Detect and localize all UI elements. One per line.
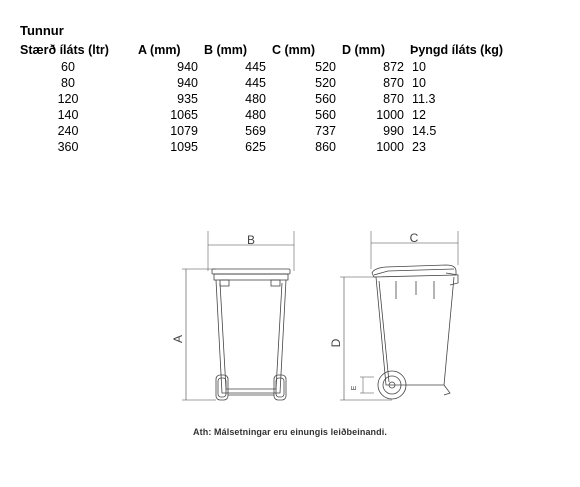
page-title: Tunnur bbox=[20, 23, 64, 38]
dim-label-a: A bbox=[171, 334, 185, 344]
cell-a: 940 bbox=[177, 60, 198, 74]
header-b: B (mm) bbox=[204, 43, 248, 57]
table-row bbox=[20, 91, 520, 107]
cell-weight: 10 bbox=[412, 60, 426, 74]
bin-drawing-svg bbox=[160, 225, 470, 415]
cell-d: 870 bbox=[383, 76, 404, 90]
disclaimer-note: Ath: Málsetningar eru einungis leiðbeinandi. bbox=[193, 427, 387, 437]
side-view bbox=[340, 231, 458, 400]
cell-c: 520 bbox=[315, 76, 336, 90]
table-row bbox=[20, 75, 520, 91]
cell-weight: 11.3 bbox=[412, 92, 436, 106]
table-header-row bbox=[20, 41, 520, 59]
cell-weight: 12 bbox=[412, 108, 426, 122]
cell-b: 445 bbox=[245, 60, 266, 74]
table-row bbox=[20, 107, 520, 123]
cell-c: 520 bbox=[315, 60, 336, 74]
cell-c: 560 bbox=[315, 92, 336, 106]
cell-b: 625 bbox=[245, 140, 266, 154]
cell-a: 1079 bbox=[170, 124, 198, 138]
cell-c: 737 bbox=[315, 124, 336, 138]
cell-d: 990 bbox=[383, 124, 404, 138]
cell-size: 360 bbox=[57, 140, 79, 154]
cell-c: 560 bbox=[315, 108, 336, 122]
cell-d: 872 bbox=[383, 60, 404, 74]
cell-weight: 14.5 bbox=[412, 124, 437, 138]
header-c: C (mm) bbox=[272, 43, 316, 57]
cell-b: 445 bbox=[245, 76, 266, 90]
dim-label-e: E bbox=[351, 385, 358, 391]
cell-weight: 10 bbox=[412, 76, 426, 90]
cell-size: 140 bbox=[57, 108, 79, 122]
cell-d: 1000 bbox=[376, 140, 404, 154]
cell-a: 1065 bbox=[170, 108, 198, 122]
cell-a: 1095 bbox=[170, 140, 198, 154]
cell-d: 1000 bbox=[376, 108, 404, 122]
bin-size-table bbox=[20, 41, 520, 155]
cell-size: 80 bbox=[61, 76, 75, 90]
cell-weight: 23 bbox=[412, 140, 426, 154]
cell-b: 480 bbox=[245, 92, 266, 106]
cell-b: 569 bbox=[245, 124, 266, 138]
front-view bbox=[182, 231, 294, 400]
bin-dimension-drawing bbox=[160, 225, 470, 415]
table-row bbox=[20, 139, 520, 155]
cell-a: 935 bbox=[177, 92, 198, 106]
header-weight: Þyngd íláts (kg) bbox=[410, 43, 504, 57]
cell-d: 870 bbox=[383, 92, 404, 106]
table-row bbox=[20, 59, 520, 75]
header-a: A (mm) bbox=[138, 43, 181, 57]
cell-c: 860 bbox=[315, 140, 336, 154]
dim-label-b: B bbox=[246, 233, 256, 247]
cell-size: 60 bbox=[61, 60, 75, 74]
header-d: D (mm) bbox=[342, 43, 386, 57]
table-row bbox=[20, 123, 520, 139]
cell-size: 240 bbox=[57, 124, 79, 138]
cell-b: 480 bbox=[245, 108, 266, 122]
cell-a: 940 bbox=[177, 76, 198, 90]
header-size: Stærð íláts (ltr) bbox=[20, 43, 109, 57]
dim-label-d: D bbox=[329, 338, 343, 348]
cell-size: 120 bbox=[57, 92, 79, 106]
dim-label-c: C bbox=[409, 231, 419, 245]
